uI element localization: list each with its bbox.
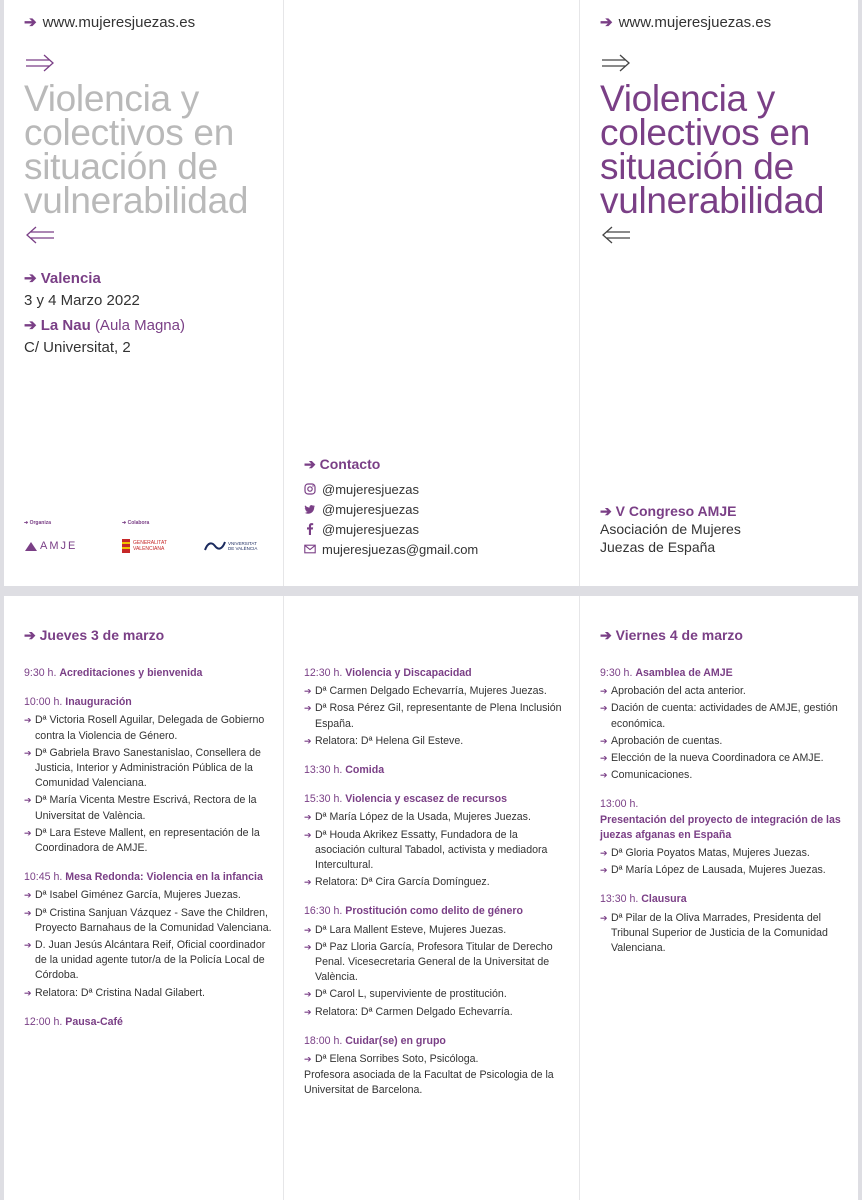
session-item (600, 701, 850, 731)
session-block (304, 904, 566, 1019)
session-item-text: Dª Pilar de la Oliva Marrades, Presidenta del Tribunal Superior de Justicia de la Comunidad Valenciana. (611, 911, 828, 955)
session-block (24, 1015, 274, 1030)
session-item (304, 987, 566, 1002)
session-item (24, 888, 274, 903)
twitter-contact[interactable]: @mujeresjuezas (304, 499, 478, 519)
session-item (600, 751, 850, 766)
arrow-right-icon: ➔ (600, 627, 612, 643)
session-header (304, 792, 566, 807)
session-block (600, 666, 850, 783)
session-item (24, 938, 274, 984)
cover-panel-left (4, 0, 283, 586)
session-item-text: Dª Victoria Rosell Aguilar, Delegada de Gobierno contra la Violencia de Género. (35, 714, 265, 742)
session-item (304, 940, 566, 986)
session-header (304, 904, 566, 919)
session-title: Asamblea de AMJE (635, 667, 733, 679)
arrow-right-icon: ➔ (24, 940, 32, 951)
arrow-right-icon: ➔ (304, 686, 312, 697)
arrow-right-icon: ➔ (304, 989, 312, 1000)
congreso-block (600, 502, 741, 556)
session-item (24, 826, 274, 856)
session-item (304, 1005, 566, 1020)
session-item-text: Dª Gloria Poyatos Matas, Mujeres Juezas. (611, 847, 810, 860)
session-time: 13:30 h. (304, 764, 343, 777)
event-title-grey: Violencia y colectivos en situación de vulnerabilidad (24, 78, 249, 221)
session-header (304, 666, 566, 681)
website-link[interactable]: ➔ www.mujeresjuezas.es (24, 14, 196, 31)
session-header (24, 695, 274, 710)
arrow-right-icon: ➔ (304, 829, 312, 840)
program-day1-afternoon-panel (284, 596, 579, 1200)
facebook-contact[interactable]: @mujeresjuezas (304, 519, 478, 539)
website-link[interactable]: ➔ www.mujeresjuezas.es (600, 14, 772, 31)
session-item-text: Dª Gabriela Bravo Sanestanislao, Consellera de Justicia, Interior y Administración Pública de la Comunidad Valenciana. (35, 746, 261, 790)
facebook-icon (304, 523, 316, 535)
arrow-right-icon: ➔ (304, 812, 312, 823)
event-title: Violencia y colectivos en situación de vulnerabilidad (600, 78, 825, 221)
session-item-text: Relatora: Dª Helena Gil Esteve. (315, 734, 464, 747)
session-title: Cuidar(se) en grupo (345, 1034, 446, 1047)
email-contact[interactable]: mujeresjuezas@gmail.com (304, 539, 478, 559)
session-item-text: Comunicaciones. (611, 769, 693, 782)
session-item-text: Dª María López de Lausada, Mujeres Juezas. (611, 864, 826, 877)
session-header (600, 892, 850, 907)
session-title: Violencia y escasez de recursos (345, 793, 508, 806)
arrow-right-icon: ➔ (304, 456, 316, 472)
association-name-line2: Juezas de España (600, 539, 716, 555)
program-day2-panel (580, 596, 858, 1200)
arrow-right-icon: ➔ (600, 848, 608, 859)
session-header (24, 870, 274, 885)
session-title: Acreditaciones y bienvenida (59, 667, 203, 679)
arrow-right-icon: ➔ (304, 877, 312, 888)
session-time: 10:45 h. (24, 871, 63, 884)
cover-panel-front (580, 0, 858, 586)
session-item (600, 911, 850, 957)
contact-block (304, 456, 478, 559)
session-item-text: Dª Lara Esteve Mallent, en representación de la Coordinadora de AMJE. (35, 826, 260, 855)
logos-strip: ➔ Organiza ➔ Colabora AMJE GENERALITAT VALENCIANA VNIVERSITAT DE VALÈNCIA (24, 520, 274, 560)
session-title: Pausa-Café (65, 1015, 123, 1028)
session-item-text: Dª María Vicenta Mestre Escrivá, Rectora de la Universitat de València. (35, 794, 257, 822)
session-item (24, 986, 274, 1001)
day-heading: ➔ Jueves 3 de marzo (24, 627, 165, 643)
session-block (600, 797, 850, 878)
session-item-text: Dª Rosa Pérez Gil, representante de Plena Inclusión España. (315, 702, 562, 730)
session-item (24, 906, 274, 936)
session-time: 12:30 h. (304, 667, 343, 679)
instagram-icon (304, 483, 316, 495)
session-item (304, 810, 566, 825)
venue-room: (Aula Magna) (94, 317, 185, 334)
city-label: Valencia (40, 270, 101, 287)
session-item-text: Elección de la nueva Coordinadora ce AMJE. (611, 752, 824, 765)
session-time: 9:30 h. (24, 667, 57, 679)
arrow-right-icon: ➔ (600, 770, 608, 781)
session-block (304, 792, 566, 890)
venue-label: La Nau (40, 317, 91, 334)
arrow-right-icon: ➔ (24, 14, 37, 31)
session-item (304, 684, 566, 699)
session-item-text: Dª Carol L, superviviente de prostitución. (315, 988, 507, 1001)
session-item-text: Aprobación de cuentas. (611, 734, 723, 747)
session-item-text: Dª María López de la Usada, Mujeres Juezas. (315, 811, 531, 824)
session-time: 13:00 h. (600, 798, 639, 811)
arrow-right-icon: ➔ (600, 703, 608, 714)
arrow-right-icon: ➔ (24, 795, 32, 806)
arrow-right-icon: ➔ (600, 735, 608, 746)
event-location-info (24, 268, 185, 359)
session-item (24, 713, 274, 743)
session-title: Presentación del proyecto de integración de las juezas afganas en España (600, 813, 841, 841)
double-arrow-left-icon (600, 224, 632, 246)
session-item-text: Dación de cuenta: actividades de AMJE, gestión económica. (611, 702, 838, 730)
arrow-right-icon: ➔ (600, 912, 608, 923)
session-item-text: Aprobación del acta anterior. (611, 685, 746, 698)
arrow-right-icon: ➔ (24, 827, 32, 838)
session-item (600, 684, 850, 699)
session-item-text: D. Juan Jesús Alcántara Reif, Oficial coordinador de la unidad agente tutor/a de la Policía Local de Córdoba. (35, 939, 266, 982)
session-item-text: Dª Lara Mallent Esteve, Mujeres Juezas. (315, 923, 507, 936)
venue-address: C/ Universitat, 2 (24, 339, 131, 356)
session-item-text: Dª Cristina Sanjuan Vázquez - Save the Children, Proyecto Barnahaus de la Comunidad Valenciana. (35, 906, 272, 934)
double-arrow-right-icon (600, 52, 632, 74)
session-time: 16:30 h. (304, 905, 343, 918)
day-heading: ➔ Viernes 4 de marzo (600, 627, 743, 643)
session-note: Profesora asociada de la Facultat de Psicologia de la Universitat de Barcelona. (304, 1069, 554, 1097)
session-time: 9:30 h. (600, 667, 633, 679)
arrow-right-icon: ➔ (24, 890, 32, 901)
session-header (600, 666, 850, 681)
session-header (24, 666, 274, 681)
session-item (600, 863, 850, 878)
session-item (304, 701, 566, 731)
session-item (304, 828, 566, 874)
session-block (304, 763, 566, 778)
brochure-outside (4, 0, 858, 586)
session-block (304, 1034, 566, 1099)
arrow-right-icon: ➔ (600, 14, 613, 31)
arrow-right-icon: ➔ (600, 686, 608, 697)
double-arrow-right-icon (24, 52, 56, 74)
session-item (600, 846, 850, 861)
session-item-text: Dª Houda Akrikez Essatty, Fundadora de la asociación cultural Tabadol, activista y mediadora Intercultural. (315, 828, 548, 872)
session-time: 12:00 h. (24, 1015, 63, 1028)
congreso-label: V Congreso AMJE (615, 503, 737, 519)
session-item (304, 734, 566, 749)
generalitat-valenciana-logo: GENERALITAT VALENCIANA (122, 535, 175, 557)
session-header (304, 1034, 566, 1049)
session-item-text: Relatora: Dª Carmen Delgado Echevarría. (315, 1005, 513, 1018)
twitter-icon (304, 503, 316, 515)
session-header (304, 763, 566, 778)
session-title: Violencia y Discapacidad (345, 667, 472, 679)
session-block (304, 666, 566, 749)
session-block (24, 666, 274, 681)
session-time: 10:00 h. (24, 696, 63, 709)
arrow-right-icon: ➔ (304, 924, 312, 935)
arrow-right-icon: ➔ (304, 1054, 312, 1065)
arrow-right-icon: ➔ (304, 1006, 312, 1017)
session-title: Prostitución como delito de género (345, 905, 524, 918)
session-item (304, 923, 566, 938)
event-dates: 3 y 4 Marzo 2022 (24, 292, 140, 309)
session-title: Inauguración (65, 696, 132, 709)
arrow-right-icon: ➔ (24, 907, 32, 918)
session-title: Comida (345, 764, 385, 777)
session-item-text: Relatora: Dª Cira García Domínguez. (315, 876, 490, 889)
session-title: Mesa Redonda: Violencia en la infancia (65, 871, 263, 884)
association-name-line1: Asociación de Mujeres (600, 521, 741, 537)
session-item (24, 793, 274, 823)
contact-heading: Contacto (319, 456, 381, 472)
session-block (600, 892, 850, 956)
session-item (304, 1052, 566, 1067)
session-time: 15:30 h. (304, 793, 343, 806)
mail-icon (304, 543, 316, 555)
double-arrow-left-icon (24, 224, 56, 246)
contact-panel (284, 0, 579, 586)
universitat-valencia-logo: VNIVERSITAT DE VALÈNCIA (204, 535, 264, 557)
session-item (304, 875, 566, 890)
program-column (24, 666, 274, 1044)
arrow-right-icon: ➔ (600, 865, 608, 876)
amje-logo: AMJE (24, 535, 77, 557)
arrow-right-icon: ➔ (24, 627, 36, 643)
arrow-right-icon: ➔ (24, 715, 32, 726)
arrow-right-icon: ➔ (304, 703, 312, 714)
instagram-contact[interactable]: @mujeresjuezas (304, 479, 478, 499)
session-item (24, 746, 274, 792)
program-column (304, 666, 566, 1113)
session-time: 13:30 h. (600, 893, 639, 906)
arrow-right-icon: ➔ (600, 753, 608, 764)
program-column (600, 666, 850, 970)
brochure-inside (4, 596, 858, 1200)
session-item-text: Relatora: Dª Cristina Nadal Gilabert. (35, 986, 205, 999)
session-item (600, 734, 850, 749)
session-block (24, 695, 274, 856)
session-item-text: Dª Isabel Giménez García, Mujeres Juezas. (35, 889, 241, 902)
session-item-text: Dª Paz Lloria García, Profesora Titular de Derecho Penal. Vicesecretaria General de la Universitat de València. (315, 940, 553, 984)
session-header (24, 1015, 274, 1030)
arrow-right-icon: ➔ (304, 941, 312, 952)
session-time: 18:00 h. (304, 1034, 343, 1047)
program-day1-panel (4, 596, 283, 1200)
arrow-right-icon: ➔ (24, 317, 37, 334)
arrow-right-icon: ➔ (24, 747, 32, 758)
session-item (600, 768, 850, 783)
arrow-right-icon: ➔ (24, 987, 32, 998)
session-block (24, 870, 274, 1001)
session-item-text: Dª Elena Sorribes Soto, Psicóloga. (315, 1053, 479, 1066)
session-title: Clausura (641, 893, 687, 906)
arrow-right-icon: ➔ (304, 735, 312, 746)
session-item-text: Dª Carmen Delgado Echevarría, Mujeres Juezas. (315, 685, 547, 698)
session-header (600, 797, 850, 843)
arrow-right-icon: ➔ (600, 503, 612, 519)
arrow-right-icon: ➔ (24, 270, 37, 287)
